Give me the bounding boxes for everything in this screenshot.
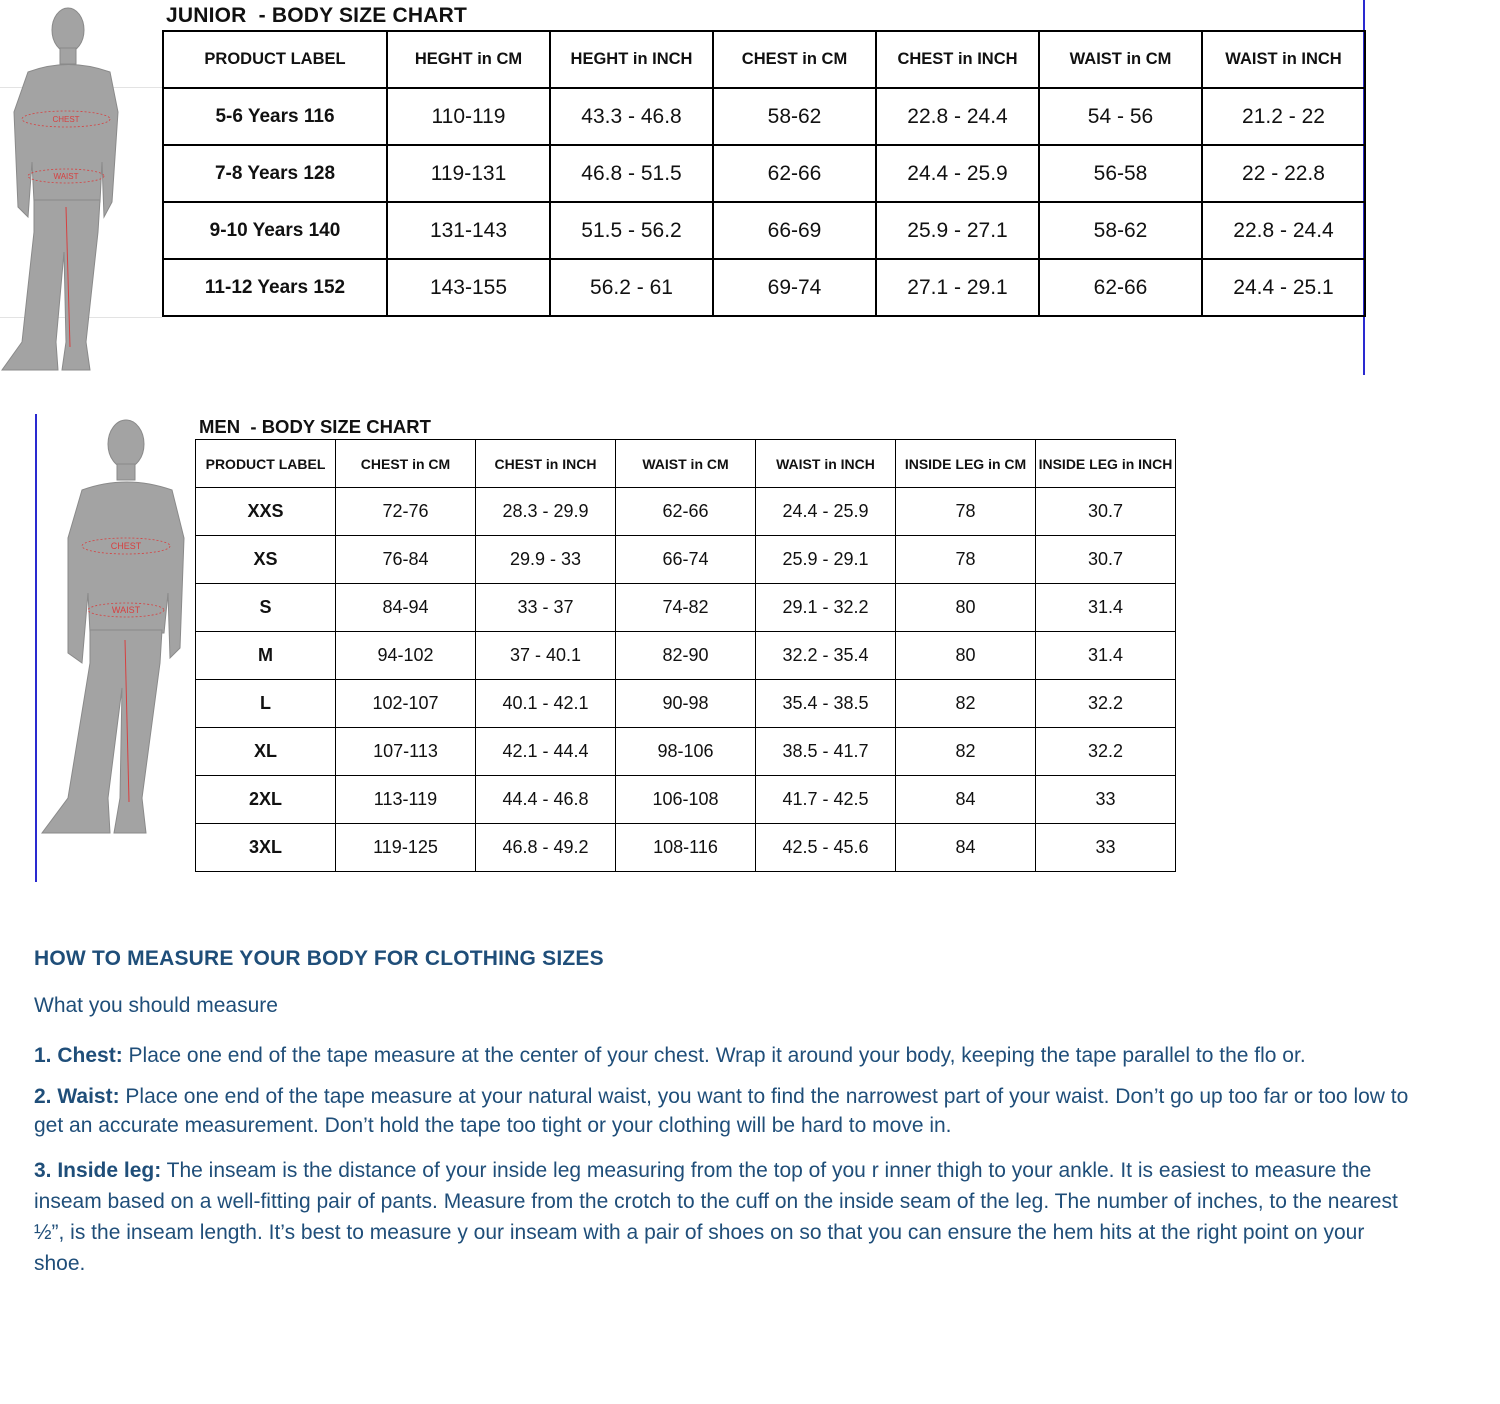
header-cell: WAIST in INCH xyxy=(756,440,896,488)
table-cell: 29.9 - 33 xyxy=(476,536,616,584)
table-cell: 32.2 xyxy=(1036,680,1176,728)
table-cell: 90-98 xyxy=(616,680,756,728)
table-cell: 46.8 - 49.2 xyxy=(476,824,616,872)
table-cell: 107-113 xyxy=(336,728,476,776)
table-cell: 80 xyxy=(896,632,1036,680)
header-cell: WAIST in INCH xyxy=(1202,31,1365,88)
junior-waist-label: WAIST xyxy=(53,172,79,181)
table-row xyxy=(163,202,1365,259)
table-row xyxy=(196,488,1176,536)
header-cell: HEGHT in CM xyxy=(387,31,550,88)
table-cell: 58-62 xyxy=(1039,202,1202,259)
table-cell: 5-6 Years 116 xyxy=(163,88,387,145)
table-cell: 22.8 - 24.4 xyxy=(876,88,1039,145)
table-cell: 131-143 xyxy=(387,202,550,259)
table-cell: 66-74 xyxy=(616,536,756,584)
table-cell: 80 xyxy=(896,584,1036,632)
header-cell: PRODUCT LABEL xyxy=(196,440,336,488)
men-size-table xyxy=(195,439,1176,872)
table-cell: 82 xyxy=(896,680,1036,728)
table-cell: 98-106 xyxy=(616,728,756,776)
table-cell: 72-76 xyxy=(336,488,476,536)
table-cell: 62-66 xyxy=(616,488,756,536)
men-header-row xyxy=(196,440,1176,488)
table-cell: 42.1 - 44.4 xyxy=(476,728,616,776)
guide-item-text: The inseam is the distance of your inside leg measuring from the top of you r inner thigh to your ankle. It is easiest to measure the inseam based on a well-fitting pair of pants. Measure from the crotch to the cuff on the inside seam of the leg. The number of inches, to the nearest ½”, is the inseam length. It’s best to measure y our inseam with a pair of shoes on so that you can ensure the hem hits at the right point on your shoe. xyxy=(34,1159,1398,1275)
table-cell: XL xyxy=(196,728,336,776)
table-cell: 35.4 - 38.5 xyxy=(756,680,896,728)
table-row xyxy=(196,824,1176,872)
table-cell: 2XL xyxy=(196,776,336,824)
table-row xyxy=(196,680,1176,728)
table-cell: 51.5 - 56.2 xyxy=(550,202,713,259)
table-cell: 94-102 xyxy=(336,632,476,680)
table-row xyxy=(196,776,1176,824)
table-row xyxy=(196,584,1176,632)
table-cell: 113-119 xyxy=(336,776,476,824)
table-cell: 69-74 xyxy=(713,259,876,316)
table-cell: 84 xyxy=(896,776,1036,824)
table-cell: 29.1 - 32.2 xyxy=(756,584,896,632)
table-cell: 33 - 37 xyxy=(476,584,616,632)
table-cell: 84-94 xyxy=(336,584,476,632)
table-cell: 27.1 - 29.1 xyxy=(876,259,1039,316)
table-cell: 78 xyxy=(896,536,1036,584)
table-cell: 24.4 - 25.1 xyxy=(1202,259,1365,316)
table-cell: 102-107 xyxy=(336,680,476,728)
header-cell: WAIST in CM xyxy=(616,440,756,488)
men-waist-label: WAIST xyxy=(111,605,141,615)
table-cell: 24.4 - 25.9 xyxy=(876,145,1039,202)
guide-item-label: 3. Inside leg: xyxy=(34,1159,162,1182)
table-cell: 28.3 - 29.9 xyxy=(476,488,616,536)
table-cell: 33 xyxy=(1036,824,1176,872)
guide-heading: HOW TO MEASURE YOUR BODY FOR CLOTHING SIZES xyxy=(34,947,604,970)
table-cell: 3XL xyxy=(196,824,336,872)
table-row xyxy=(196,536,1176,584)
table-cell: 9-10 Years 140 xyxy=(163,202,387,259)
junior-body-figure xyxy=(0,2,130,374)
guide-item-label: 1. Chest: xyxy=(34,1044,123,1067)
table-cell: 110-119 xyxy=(387,88,550,145)
table-cell: 11-12 Years 152 xyxy=(163,259,387,316)
men-body-figure xyxy=(38,418,188,838)
header-cell: HEGHT in INCH xyxy=(550,31,713,88)
table-cell: 25.9 - 29.1 xyxy=(756,536,896,584)
table-cell: 58-62 xyxy=(713,88,876,145)
table-cell: M xyxy=(196,632,336,680)
guide-subtitle: What you should measure xyxy=(34,994,278,1017)
header-cell: WAIST in CM xyxy=(1039,31,1202,88)
header-cell: CHEST in CM xyxy=(336,440,476,488)
guide-item-inside-leg xyxy=(34,1155,1414,1279)
table-cell: XXS xyxy=(196,488,336,536)
header-cell: PRODUCT LABEL xyxy=(163,31,387,88)
table-cell: 32.2 xyxy=(1036,728,1176,776)
table-cell: 46.8 - 51.5 xyxy=(550,145,713,202)
table-cell: 7-8 Years 128 xyxy=(163,145,387,202)
table-cell: 62-66 xyxy=(713,145,876,202)
table-row xyxy=(163,88,1365,145)
table-cell: 119-131 xyxy=(387,145,550,202)
table-cell: 56-58 xyxy=(1039,145,1202,202)
table-cell: 41.7 - 42.5 xyxy=(756,776,896,824)
table-cell: 37 - 40.1 xyxy=(476,632,616,680)
table-cell: 24.4 - 25.9 xyxy=(756,488,896,536)
table-cell: 32.2 - 35.4 xyxy=(756,632,896,680)
table-cell: 31.4 xyxy=(1036,632,1176,680)
page-margin-line-left xyxy=(35,414,37,882)
table-cell: 108-116 xyxy=(616,824,756,872)
guide-item-label: 2. Waist: xyxy=(34,1085,120,1108)
table-cell: S xyxy=(196,584,336,632)
table-cell: 44.4 - 46.8 xyxy=(476,776,616,824)
table-cell: 25.9 - 27.1 xyxy=(876,202,1039,259)
table-row xyxy=(163,259,1365,316)
table-cell: 76-84 xyxy=(336,536,476,584)
header-cell: CHEST in INCH xyxy=(876,31,1039,88)
table-cell: 42.5 - 45.6 xyxy=(756,824,896,872)
guide-item-chest xyxy=(34,1040,1414,1071)
table-cell: 84 xyxy=(896,824,1036,872)
table-cell: 30.7 xyxy=(1036,536,1176,584)
table-row xyxy=(196,728,1176,776)
table-cell: 54 - 56 xyxy=(1039,88,1202,145)
men-chest-label: CHEST xyxy=(110,541,142,551)
table-cell: 40.1 - 42.1 xyxy=(476,680,616,728)
table-cell: 66-69 xyxy=(713,202,876,259)
men-chart-title: MEN - BODY SIZE CHART xyxy=(199,416,431,437)
table-cell: 22 - 22.8 xyxy=(1202,145,1365,202)
header-cell: INSIDE LEG in CM xyxy=(896,440,1036,488)
table-cell: 119-125 xyxy=(336,824,476,872)
table-row xyxy=(163,145,1365,202)
guide-item-text: Place one end of the tape measure at the center of your chest. Wrap it around your body, keeping the tape parallel to the flo or. xyxy=(122,1044,1306,1067)
table-cell: 143-155 xyxy=(387,259,550,316)
table-cell: 30.7 xyxy=(1036,488,1176,536)
junior-chart-title: JUNIOR - BODY SIZE CHART xyxy=(166,4,467,27)
table-cell: 22.8 - 24.4 xyxy=(1202,202,1365,259)
table-row xyxy=(196,632,1176,680)
table-cell: 43.3 - 46.8 xyxy=(550,88,713,145)
table-cell: 31.4 xyxy=(1036,584,1176,632)
junior-chest-label: CHEST xyxy=(52,115,80,124)
junior-size-table xyxy=(162,30,1366,317)
junior-header-row xyxy=(163,31,1365,88)
header-cell: INSIDE LEG in INCH xyxy=(1036,440,1176,488)
table-cell: 33 xyxy=(1036,776,1176,824)
table-cell: L xyxy=(196,680,336,728)
table-cell: 74-82 xyxy=(616,584,756,632)
table-cell: 56.2 - 61 xyxy=(550,259,713,316)
guide-item-waist xyxy=(34,1082,1414,1140)
table-cell: 21.2 - 22 xyxy=(1202,88,1365,145)
table-cell: XS xyxy=(196,536,336,584)
table-cell: 82-90 xyxy=(616,632,756,680)
table-cell: 62-66 xyxy=(1039,259,1202,316)
table-cell: 38.5 - 41.7 xyxy=(756,728,896,776)
header-cell: CHEST in CM xyxy=(713,31,876,88)
guide-item-text: Place one end of the tape measure at your natural waist, you want to find the narrowest part of your waist. Don’t go up too far or too low to get an accurate measurement. Don’t hold the tape too tight or your clothing will be hard to move in. xyxy=(34,1085,1409,1137)
header-cell: CHEST in INCH xyxy=(476,440,616,488)
table-cell: 106-108 xyxy=(616,776,756,824)
table-cell: 78 xyxy=(896,488,1036,536)
table-cell: 82 xyxy=(896,728,1036,776)
